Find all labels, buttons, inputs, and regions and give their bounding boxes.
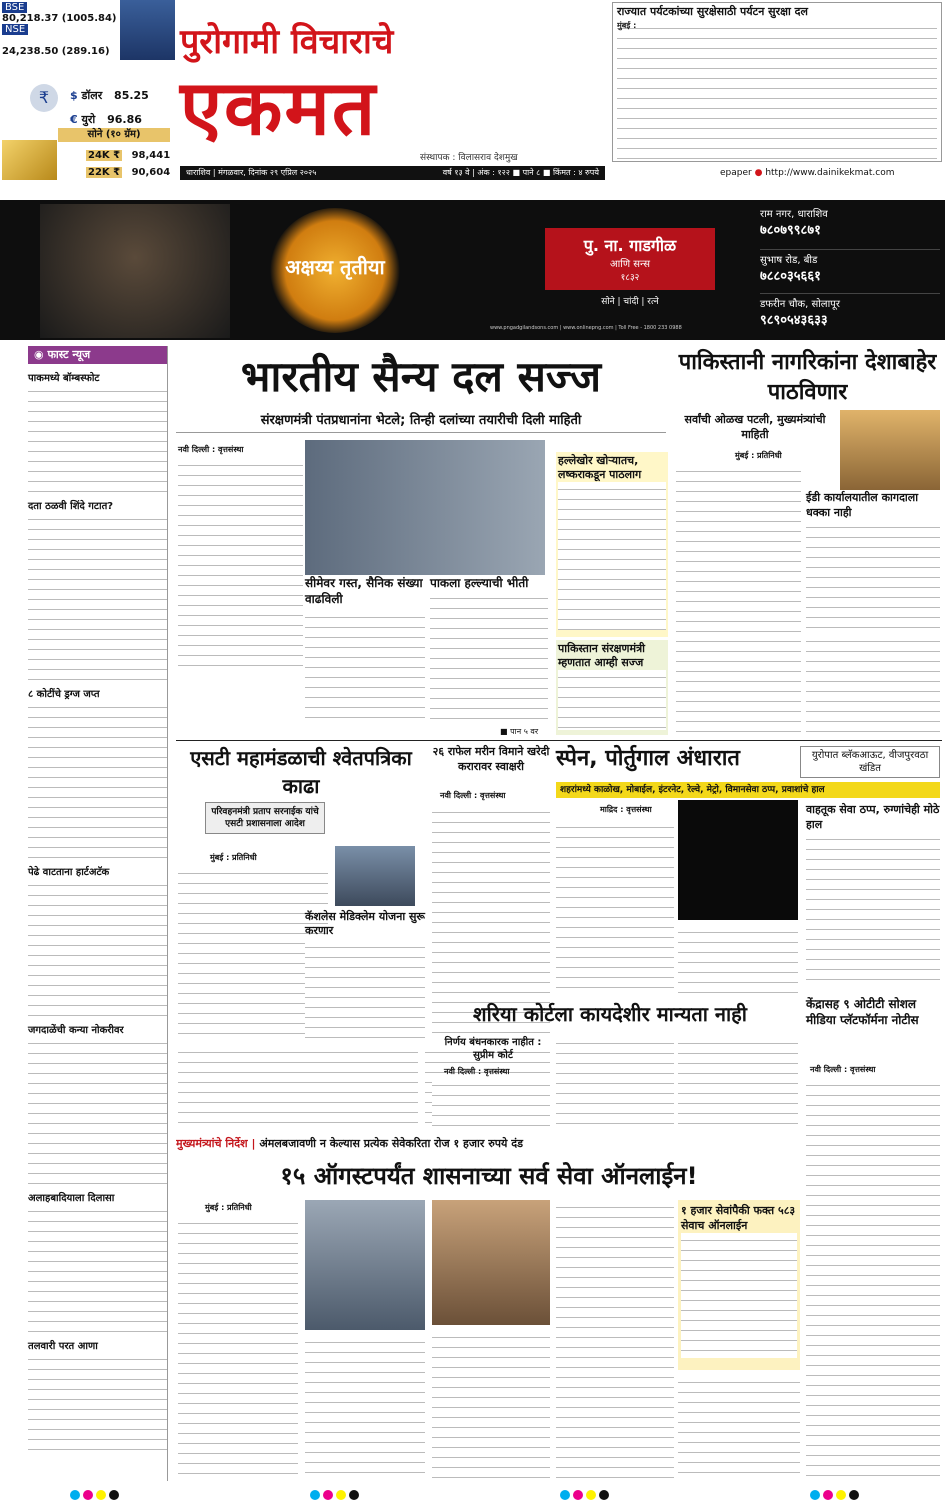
fast-news-item-title: अलाहबादियाला दिलासा [28, 1193, 115, 1204]
founder-line: संस्थापक : विलासराव देशमुख [420, 153, 518, 163]
lead-col3 [305, 610, 425, 725]
jewellery-ad [0, 200, 945, 340]
online-dateline: मुंबई : प्रतिनिधी [205, 1203, 252, 1212]
pak-col1 [676, 464, 801, 734]
top-story-headline: राज्यात पर्यटकांच्या सुरक्षेसाठी पर्यटन सुरक्षा दल [617, 5, 808, 18]
bse-label: BSE [2, 2, 27, 13]
festival-title: अक्षय्य तृतीया [285, 255, 385, 279]
fast-news-item-body [28, 878, 167, 1018]
st-headline: एसटी महामंडळाची श्वेतपत्रिका काढा [190, 746, 412, 798]
top-story-lead: मुंबई : [617, 21, 637, 30]
online-col1 [178, 1216, 298, 1478]
lead-subhead: संरक्षणमंत्री पंतप्रधानांना भेटले; तिन्ही दलांच्या तयारीची दिली माहिती [176, 412, 666, 433]
top-story-body [617, 21, 937, 159]
markets-panel [0, 0, 175, 190]
sharia-col1 [432, 1078, 550, 1128]
ed-box [806, 490, 940, 630]
lead-box-3-body [558, 670, 666, 730]
st-col2 [305, 940, 425, 1040]
spain-box-body [806, 832, 940, 982]
europe-box: युरोपात ब्लॅकआऊट, वीजपुरवठा खंडित [800, 746, 940, 778]
branch-3-name: डफरीन चौक, सोलापूर [760, 299, 840, 310]
ed-box-title: ईडी कार्यालयातील कागदाला धक्का नाही [806, 491, 919, 519]
dollar-icon: $ [70, 89, 78, 102]
lead-headline: भारतीय सैन्य दल सज्ज [240, 352, 602, 401]
fast-news-item-title: पेढे वाटताना हार्टअटॅक [28, 867, 110, 878]
fast-news-item-body [28, 700, 167, 860]
lead-box-3 [556, 640, 668, 735]
registration-marks [560, 1485, 612, 1501]
masthead-title: एकमत [180, 63, 378, 152]
ott-body [806, 1078, 940, 1478]
st-col3 [178, 1045, 418, 1125]
lead-box-1 [430, 575, 548, 725]
sharia-col3 [678, 1036, 798, 1128]
fast-news-item [28, 370, 167, 494]
online-box-body [681, 1233, 797, 1358]
lead-box-2 [556, 452, 668, 637]
model-photo [40, 204, 230, 338]
ad-web: www.pngadgilandsons.com | www.onlinepng.com | Toll Free - 1800 233 0988 [490, 325, 682, 331]
fast-news-item-body [28, 1204, 167, 1334]
fast-news-item-title: जगदाळेंची कन्या नोकरीवर [28, 1025, 124, 1036]
pak-col2 [806, 634, 940, 734]
registration-marks [810, 1485, 862, 1501]
leaders-photo [305, 440, 545, 575]
date-bar [180, 166, 605, 180]
fast-news-item [28, 864, 167, 1018]
st-dateline: मुंबई : प्रतिनिधी [210, 853, 257, 862]
online-kicker-bar [176, 1134, 802, 1154]
nse-label: NSE [2, 24, 28, 35]
fast-news-item [28, 1022, 167, 1186]
cm-meeting-photo [305, 1200, 425, 1330]
website-url: http://www.dainikekmat.com [765, 168, 895, 178]
online-col5 [678, 1375, 800, 1478]
spain-col1 [556, 820, 674, 995]
branch-list [760, 206, 940, 338]
online-col2 [305, 1335, 425, 1478]
branch-2-phone: ७८८०३५६६१ [760, 269, 821, 284]
fast-news-item [28, 1190, 167, 1334]
spain-box-title: वाहतूक सेवा ठप्प, रुग्णांचेही मोठे हाल [806, 803, 940, 831]
issue-info: वर्ष १३ वे | अंक : १२२ ■ पाने ८ ■ किंमत : ४ रुपये [442, 168, 599, 177]
online-kicker: मुख्यमंत्र्यांचे निर्देश [176, 1137, 248, 1150]
branch-3 [760, 294, 940, 338]
lead-photo-caption: सीमेवर गस्त, सैनिक संख्या वाढविली [305, 576, 423, 606]
lead-box-1-body [430, 591, 548, 719]
st-box: परिवहनमंत्री प्रताप सरनाईक यांचे एसटी प्रशासनाला आदेश [205, 802, 325, 834]
fast-news [28, 346, 168, 1481]
epaper-link[interactable] [720, 168, 894, 178]
gold-bars-icon [2, 140, 57, 180]
gold22-label: 22K ₹ [88, 167, 121, 178]
lead-box-2-body [558, 482, 666, 630]
brand-year: १८३२ [620, 273, 640, 283]
ed-box-body [806, 520, 940, 628]
lead-continued: ■ पान ५ वर [500, 727, 539, 736]
registration-marks [70, 1485, 122, 1501]
bse-value: 80,218.37 (1005.84) [2, 13, 117, 24]
pak-subhead: सर्वांची ओळख पटली, मुख्यमंत्र्यांची माहिती [684, 413, 826, 441]
spain-col2 [678, 925, 798, 995]
euro-icon: € [70, 113, 78, 126]
bullet-icon: ◉ [34, 348, 44, 361]
bull-icon [120, 0, 175, 60]
sharia-col2 [556, 1036, 674, 1128]
branch-2 [760, 250, 940, 294]
dateline: धाराशिव | मंगळवार, दिनांक २९ एप्रिल २०२५ [186, 168, 317, 177]
globe-icon: ● [754, 168, 763, 178]
gold22-value: 90,604 [131, 167, 171, 178]
branch-1-name: राम नगर, धाराशिव [760, 209, 828, 220]
pak-headline: पाकिस्तानी नागरिकांना देशाबाहेर पाठविणार [678, 350, 937, 405]
registration-marks [310, 1485, 362, 1501]
divider [176, 740, 942, 741]
services-photo [432, 1200, 550, 1325]
euro-label: युरो [81, 113, 96, 126]
dollar-value: 85.25 [114, 89, 149, 102]
masthead-tagline: पुरोगामी विचाराचे [180, 22, 394, 62]
fast-news-item-title: तलवारी परत आणा [28, 1341, 98, 1352]
brand-metals: सोने | चांदी | रत्ने [601, 297, 659, 307]
fast-news-header [28, 346, 167, 364]
lead-box-2-title: हल्लेखोर खोऱ्यातच, लष्कराकडून पाठलाग [558, 454, 642, 481]
nse-value: 24,238.50 (289.16) [2, 46, 110, 57]
blackout-photo [678, 800, 798, 920]
fast-news-item-body [28, 1352, 167, 1452]
branch-3-phone: ९८९०५४३६३३ [760, 313, 828, 328]
fast-news-item [28, 498, 167, 682]
spain-box [806, 802, 940, 992]
spain-strip: शहरांमध्ये काळोख, मोबाईल, इंटरनेट, रेल्वे, मेट्रो, विमानसेवा ठप्प, प्रवाशांचे हाल [556, 782, 940, 798]
gold22-row [86, 167, 172, 178]
rafale-dateline: नवी दिल्ली : वृत्तसंस्था [440, 791, 506, 800]
online-box-title: १ हजार सेवांपैकी फक्त ५८३ सेवाच ऑनलाईन [681, 1204, 796, 1232]
top-story [612, 2, 942, 162]
fast-news-item-body [28, 384, 167, 494]
fast-news-item [28, 1338, 167, 1452]
branch-1 [760, 206, 940, 250]
fast-news-item-title: दता ठळवी शिंदे गटात? [28, 501, 114, 512]
euro-value: 96.86 [107, 113, 142, 126]
gold24-row [86, 150, 172, 161]
pak-dateline: मुंबई : प्रतिनिधी [735, 451, 782, 460]
fast-news-item-title: ८ कोटींचे ड्रग्ज जप्त [28, 689, 100, 700]
gold-label: सोने (१० ग्रॅम) [58, 128, 170, 142]
rupee-icon: ₹ [30, 84, 58, 112]
fast-news-item-body [28, 1036, 167, 1186]
gold24-value: 98,441 [131, 150, 171, 161]
online-col4 [556, 1200, 674, 1478]
sharia-dateline: नवी दिल्ली : वृत्तसंस्था [444, 1067, 510, 1076]
lead-col1 [178, 458, 303, 673]
spain-headline: स्पेन, पोर्तुगाल अंधारात [556, 746, 740, 771]
brand-sub: आणि सन्स [610, 259, 650, 270]
branch-1-phone: ७८०७९९८७१ [760, 223, 821, 238]
dollar-label: डॉलर [81, 89, 103, 102]
online-kicker-text: अंमलबजावणी न केल्यास प्रत्येक सेवेकरिता रोज १ हजार रुपये दंड [259, 1137, 523, 1150]
online-kicker-sep: | [251, 1137, 256, 1150]
brand-box [545, 228, 715, 290]
branch-2-name: सुभाष रोड, बीड [760, 255, 818, 266]
bse-box [2, 2, 120, 44]
online-box [678, 1200, 800, 1370]
ott-headline: केंद्रासह ९ ओटीटी सोशल मीडिया प्लॅटफॉर्मना नोटीस [806, 997, 919, 1027]
st-photo-caption: कॅशलेस मेडिक्लेम योजना सुरू करणार [305, 910, 425, 937]
online-headline: १५ ऑगस्टपर्यंत शासनाच्या सर्व सेवा ऑनलाईन! [280, 1162, 698, 1190]
lead-box-3-title: पाकिस्तान संरक्षणमंत्री म्हणतात आम्ही सज्ज [558, 642, 645, 669]
minister-photo [335, 846, 415, 906]
spain-dateline: माद्रिद : वृत्तसंस्था [600, 805, 652, 814]
fast-news-item-body [28, 512, 167, 682]
cm-photo [840, 410, 940, 490]
ott-dateline: नवी दिल्ली : वृत्तसंस्था [810, 1065, 876, 1074]
fast-news-item [28, 686, 167, 860]
lead-box-1-title: पाकला हल्ल्याची भीती [430, 576, 529, 590]
gold24-label: 24K ₹ [88, 150, 121, 161]
epaper-label: epaper [720, 168, 752, 178]
sharia-headline: शरिया कोर्टला कायदेशीर मान्यता नाही [473, 1002, 747, 1026]
fast-news-title: फास्ट न्यूज [47, 348, 91, 361]
brand-name: पु. ना. गाडगीळ [583, 236, 677, 255]
lead-dateline: नवी दिल्ली : वृत्तसंस्था [178, 445, 244, 454]
dollar-row [70, 88, 170, 106]
sharia-subhead: निर्णय बंधनकारक नाहीत : सुप्रीम कोर्ट [444, 1037, 542, 1061]
rafale-headline: २६ राफेल मरीन विमाने खरेदी करारावर स्वाक्षरी [432, 745, 550, 773]
online-col3 [432, 1330, 550, 1478]
fast-news-item-title: पाकमध्ये बॉम्बस्फोट [28, 373, 100, 384]
